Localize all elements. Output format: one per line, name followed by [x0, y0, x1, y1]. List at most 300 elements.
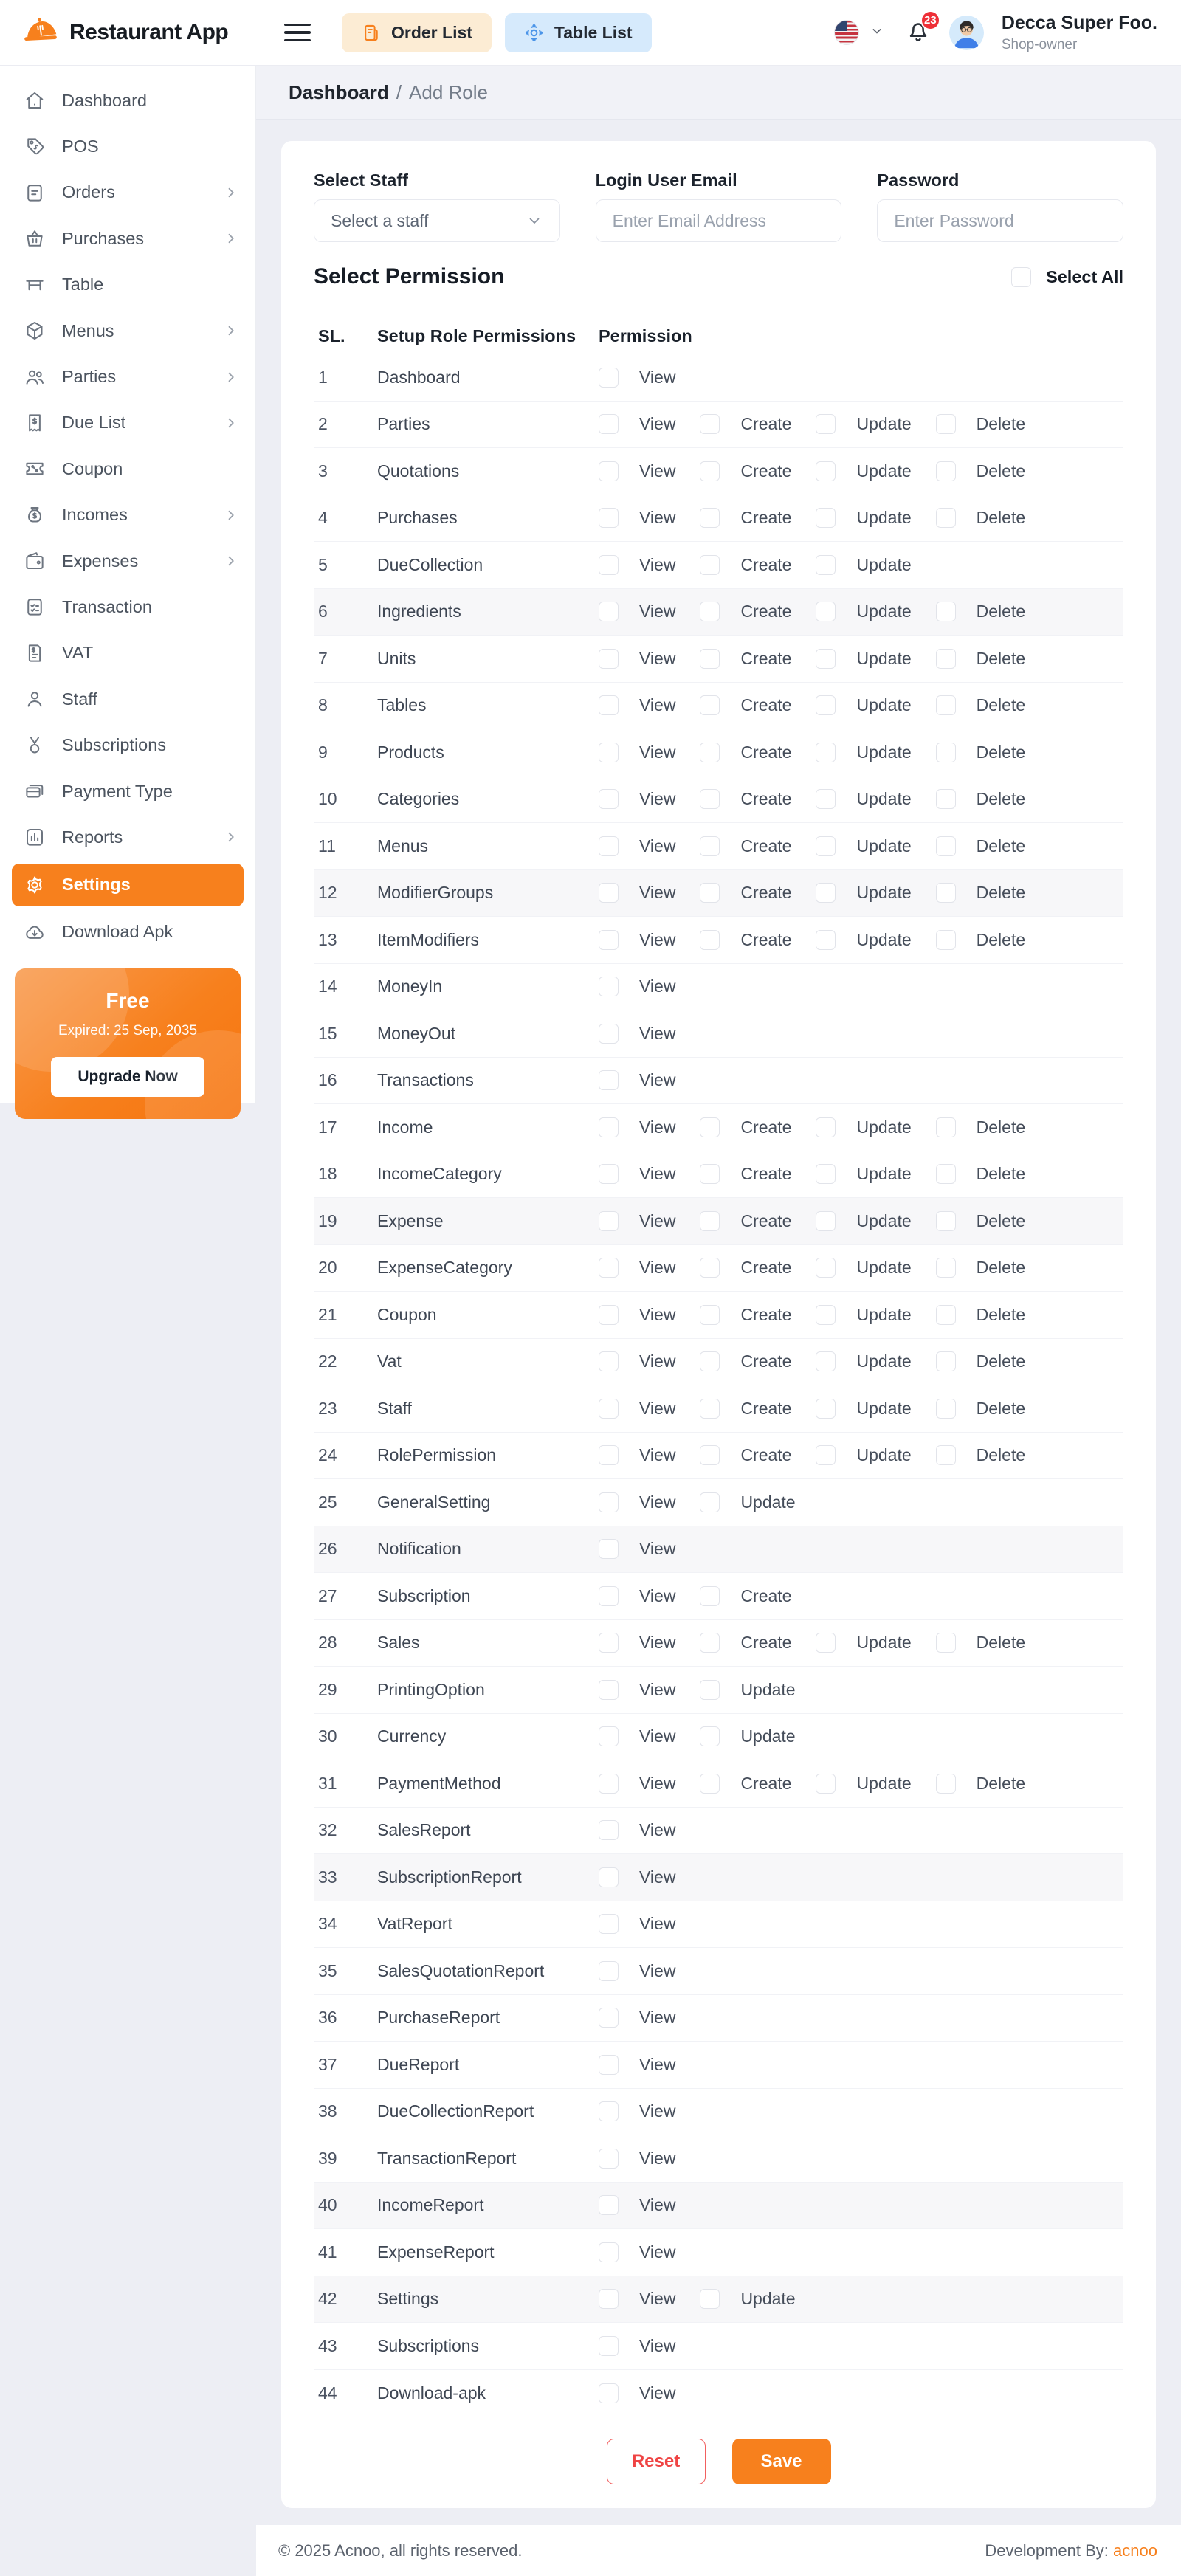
permission-checkbox[interactable]: [936, 883, 956, 903]
permission-checkbox[interactable]: [599, 602, 619, 621]
permission-option-delete: [936, 1258, 1025, 1278]
permission-checkbox[interactable]: [700, 883, 720, 903]
permission-label: Delete: [976, 742, 1026, 762]
password-field-wrap: [877, 171, 1123, 242]
permission-option-view: [599, 743, 675, 762]
permission-checkbox[interactable]: [700, 1399, 720, 1419]
permission-option-view: [599, 1914, 675, 1934]
permission-checkbox[interactable]: [700, 1633, 720, 1653]
permission-option-create: [700, 461, 791, 481]
permission-label: Delete: [976, 1773, 1026, 1793]
permission-label: Create: [740, 1258, 792, 1278]
permission-row: [314, 1010, 1123, 1058]
permission-row: [314, 1385, 1123, 1433]
permission-checkbox[interactable]: [700, 508, 720, 528]
permission-option-view: [599, 1726, 675, 1746]
permission-row: [314, 1620, 1123, 1667]
permission-row: [314, 1854, 1123, 1901]
permission-label: Update: [856, 508, 912, 528]
permission-option-view: [599, 2195, 675, 2215]
permission-checkbox[interactable]: [599, 1774, 619, 1794]
permission-checkbox[interactable]: [599, 1024, 619, 1044]
column-sl: SL.: [318, 326, 345, 345]
award-icon: [24, 734, 46, 757]
row-sl: 34: [318, 1914, 337, 1934]
password-input[interactable]: [877, 199, 1123, 242]
permission-checkbox[interactable]: [700, 1117, 720, 1137]
permission-checkbox[interactable]: [816, 1258, 836, 1278]
permission-label: View: [639, 836, 676, 855]
row-sl: 5: [318, 554, 328, 574]
permission-checkbox[interactable]: [936, 508, 956, 528]
permission-label: View: [639, 2195, 676, 2215]
permission-checkbox[interactable]: [599, 2242, 619, 2262]
permission-row: [314, 2183, 1123, 2230]
permission-option-view: [599, 602, 675, 621]
row-module-name: Ingredients: [377, 602, 461, 621]
permission-checkbox[interactable]: [936, 1211, 956, 1231]
reset-button[interactable]: Reset: [607, 2439, 706, 2484]
sidebar-item-transaction[interactable]: [0, 584, 255, 630]
permission-label: Delete: [976, 1117, 1026, 1137]
permission-checkbox[interactable]: [599, 1914, 619, 1934]
permission-checkbox[interactable]: [816, 602, 836, 621]
row-permissions: [599, 1680, 1123, 1700]
permission-checkbox[interactable]: [816, 414, 836, 434]
permission-checkbox[interactable]: [936, 602, 956, 621]
permission-checkbox[interactable]: [936, 695, 956, 715]
permission-checkbox[interactable]: [700, 1680, 720, 1700]
permission-checkbox[interactable]: [599, 1539, 619, 1559]
permission-checkbox[interactable]: [700, 1586, 720, 1606]
permission-option-update: [700, 2289, 795, 2309]
permission-checkbox[interactable]: [700, 649, 720, 669]
permission-checkbox[interactable]: [599, 743, 619, 762]
row-permissions: [599, 2008, 1123, 2028]
permission-label: View: [639, 1960, 676, 1980]
permission-checkbox[interactable]: [936, 1399, 956, 1419]
permission-option-view: [599, 1867, 675, 1887]
breadcrumb-section[interactable]: Dashboard: [289, 80, 389, 103]
permission-option-update: [816, 1117, 911, 1137]
sidebar-item-reports[interactable]: [0, 814, 255, 860]
permission-option-view: [599, 1680, 675, 1700]
row-sl: 3: [318, 461, 328, 481]
permission-option-update: [816, 695, 911, 715]
language-chevron-down-icon[interactable]: [870, 24, 884, 42]
permission-checkbox[interactable]: [936, 1445, 956, 1465]
permission-label: Create: [740, 1351, 792, 1371]
permission-checkbox[interactable]: [599, 883, 619, 903]
sidebar-item-subscriptions[interactable]: [0, 722, 255, 768]
permission-option-view: [599, 1820, 675, 1840]
permission-label: Delete: [976, 461, 1026, 481]
row-sl: 28: [318, 1633, 337, 1653]
row-sl: 43: [318, 2335, 337, 2355]
permission-checkbox[interactable]: [816, 836, 836, 856]
sidebar-item-staff[interactable]: [0, 676, 255, 722]
email-input[interactable]: [596, 199, 842, 242]
permissions-table: [314, 319, 1123, 2417]
permission-checkbox[interactable]: [599, 414, 619, 434]
row-permissions: [599, 1820, 1123, 1840]
sidebar-item-purchases[interactable]: [0, 216, 255, 261]
development-by-link[interactable]: acnoo: [1113, 2541, 1157, 2560]
permission-checkbox[interactable]: [936, 649, 956, 669]
permission-checkbox[interactable]: [700, 695, 720, 715]
chevron-right-icon: [223, 829, 239, 845]
permission-checkbox[interactable]: [599, 2336, 619, 2356]
permission-checkbox[interactable]: [700, 1258, 720, 1278]
permission-label: Delete: [976, 929, 1026, 949]
row-module-name: PrintingOption: [377, 1679, 485, 1699]
row-sl: 12: [318, 883, 337, 903]
permission-checkbox[interactable]: [936, 1117, 956, 1137]
column-setup-role-permissions: Setup Role Permissions: [377, 326, 576, 345]
copyright-text: © 2025 Acnoo, all rights reserved.: [278, 2541, 523, 2560]
upgrade-now-button[interactable]: Upgrade Now: [51, 1057, 204, 1097]
permission-label: View: [639, 1445, 676, 1465]
permission-checkbox[interactable]: [599, 461, 619, 481]
permission-label: View: [639, 2383, 676, 2403]
sidebar-item-expenses[interactable]: [0, 538, 255, 584]
sidebar-item-label: Download Apk: [62, 922, 173, 942]
permission-checkbox[interactable]: [599, 649, 619, 669]
permission-label: Delete: [976, 695, 1026, 715]
permission-checkbox[interactable]: [599, 1164, 619, 1184]
row-module-name: TransactionReport: [377, 2148, 517, 2168]
breadcrumb: [256, 66, 1181, 120]
permission-checkbox[interactable]: [936, 1258, 956, 1278]
sidebar-item-incomes[interactable]: [0, 492, 255, 538]
permission-option-create: [700, 1258, 791, 1278]
permission-checkbox[interactable]: [816, 743, 836, 762]
permission-option-update: [816, 555, 911, 575]
permission-label: View: [639, 1258, 676, 1278]
notification-bell-icon[interactable]: [905, 13, 937, 48]
permission-checkbox[interactable]: [700, 1211, 720, 1231]
save-button[interactable]: Save: [732, 2439, 831, 2484]
row-permissions: [599, 789, 1123, 809]
select-all-checkbox[interactable]: [1011, 267, 1031, 287]
permission-option-delete: [936, 1164, 1025, 1184]
permission-checkbox[interactable]: [599, 789, 619, 809]
row-sl: 36: [318, 2008, 337, 2028]
permission-checkbox[interactable]: [816, 930, 836, 950]
permission-checkbox[interactable]: [700, 1726, 720, 1746]
sidebar-item-orders[interactable]: [0, 170, 255, 216]
permission-checkbox[interactable]: [599, 1445, 619, 1465]
permission-label: Delete: [976, 836, 1026, 855]
permission-checkbox[interactable]: [599, 1211, 619, 1231]
permission-checkbox[interactable]: [816, 1117, 836, 1137]
permission-checkbox[interactable]: [599, 2383, 619, 2403]
row-sl: 23: [318, 1398, 337, 1418]
permission-option-update: [816, 743, 911, 762]
permission-checkbox[interactable]: [936, 1164, 956, 1184]
permission-label: View: [639, 2148, 676, 2168]
row-sl: 4: [318, 508, 328, 528]
permission-checkbox[interactable]: [599, 1399, 619, 1419]
select-staff-dropdown[interactable]: [314, 199, 560, 242]
permission-label: Create: [740, 1164, 792, 1184]
permission-checkbox[interactable]: [816, 1399, 836, 1419]
permission-label: View: [639, 1351, 676, 1371]
row-permissions: [599, 836, 1123, 856]
sidebar-item-table[interactable]: [0, 262, 255, 308]
permission-checkbox[interactable]: [700, 1492, 720, 1512]
permission-option-view: [599, 2149, 675, 2169]
permission-checkbox[interactable]: [936, 743, 956, 762]
permission-checkbox[interactable]: [816, 695, 836, 715]
sidebar-item-download-apk[interactable]: [0, 909, 255, 955]
sidebar-item-vat[interactable]: [0, 630, 255, 676]
permission-option-view: [599, 883, 675, 903]
permission-checkbox[interactable]: [599, 977, 619, 996]
row-permissions: [599, 2242, 1123, 2262]
row-sl: 16: [318, 1070, 337, 1090]
permission-checkbox[interactable]: [700, 2289, 720, 2309]
wallet-out-icon: [24, 550, 46, 572]
permission-checkbox[interactable]: [700, 789, 720, 809]
row-module-name: Vat: [377, 1351, 402, 1371]
permission-checkbox[interactable]: [599, 508, 619, 528]
permission-label: View: [639, 1023, 676, 1043]
permission-option-delete: [936, 414, 1025, 434]
user-avatar[interactable]: [949, 16, 984, 50]
bar-chart-icon: [24, 826, 46, 848]
permission-label: Delete: [976, 1164, 1026, 1184]
row-sl: 13: [318, 929, 337, 949]
permission-checkbox[interactable]: [599, 930, 619, 950]
sidebar-item-label: Subscriptions: [62, 735, 167, 755]
app-name: Restaurant App: [69, 20, 229, 44]
order-list-label: Order List: [391, 22, 472, 42]
permission-checkbox[interactable]: [700, 743, 720, 762]
permission-checkbox[interactable]: [599, 1961, 619, 1981]
permission-checkbox[interactable]: [700, 461, 720, 481]
permission-checkbox[interactable]: [700, 1305, 720, 1325]
permission-checkbox[interactable]: [599, 2008, 619, 2028]
round-table-icon: [524, 23, 544, 43]
permission-checkbox[interactable]: [700, 836, 720, 856]
permission-label: Update: [856, 1164, 912, 1184]
permission-checkbox[interactable]: [599, 1305, 619, 1325]
permission-checkbox[interactable]: [816, 1351, 836, 1371]
hamburger-menu-icon[interactable]: [284, 22, 311, 43]
row-sl: 20: [318, 1258, 337, 1278]
permission-label: Update: [856, 461, 912, 481]
row-permissions: [599, 508, 1123, 528]
breadcrumb-separator: /: [396, 80, 402, 103]
permission-checkbox[interactable]: [816, 508, 836, 528]
permission-option-view: [599, 649, 675, 669]
permission-label: Create: [740, 695, 792, 715]
permission-checkbox[interactable]: [816, 883, 836, 903]
permission-checkbox[interactable]: [936, 1351, 956, 1371]
row-sl: 31: [318, 1773, 337, 1793]
permission-label: Create: [740, 554, 792, 574]
permission-row: [314, 2089, 1123, 2136]
row-sl: 38: [318, 2101, 337, 2121]
row-module-name: Parties: [377, 414, 430, 434]
permission-checkbox[interactable]: [816, 1633, 836, 1653]
permission-checkbox[interactable]: [599, 2149, 619, 2169]
permission-label: Update: [856, 1633, 912, 1653]
permission-option-create: [700, 602, 791, 621]
permission-label: View: [639, 1117, 676, 1137]
permission-checkbox[interactable]: [700, 1351, 720, 1371]
permission-checkbox[interactable]: [816, 789, 836, 809]
permission-row: [314, 964, 1123, 1011]
permission-label: View: [639, 742, 676, 762]
permission-checkbox[interactable]: [599, 2195, 619, 2215]
permission-option-create: [700, 1445, 791, 1465]
permission-label: Delete: [976, 1304, 1026, 1324]
permission-checkbox[interactable]: [599, 1680, 619, 1700]
permission-checkbox[interactable]: [599, 1633, 619, 1653]
permission-row: [314, 1151, 1123, 1199]
permission-checkbox[interactable]: [599, 555, 619, 575]
row-sl: 11: [318, 836, 336, 855]
basket-icon: [24, 227, 46, 249]
permission-row: [314, 1948, 1123, 1995]
permission-checkbox[interactable]: [599, 1820, 619, 1840]
chevron-right-icon: [223, 185, 239, 201]
permission-option-view: [599, 1258, 675, 1278]
cloud-download-icon: [24, 921, 46, 943]
permission-option-update: [816, 836, 911, 856]
row-permissions: [599, 743, 1123, 762]
permission-checkbox[interactable]: [700, 1445, 720, 1465]
sidebar-item-due-list[interactable]: [0, 400, 255, 446]
permission-row: [314, 1104, 1123, 1151]
sidebar-item-parties[interactable]: [0, 354, 255, 399]
permission-option-create: [700, 1633, 791, 1653]
permission-checkbox[interactable]: [599, 2055, 619, 2075]
permission-checkbox[interactable]: [936, 789, 956, 809]
user-menu[interactable]: [1002, 13, 1157, 53]
permission-label: Update: [856, 1117, 912, 1137]
permission-checkbox[interactable]: [816, 461, 836, 481]
order-list-button[interactable]: [342, 13, 492, 52]
permission-checkbox[interactable]: [936, 461, 956, 481]
permission-label: Create: [740, 742, 792, 762]
permission-label: Delete: [976, 1258, 1026, 1278]
permission-checkbox[interactable]: [936, 1633, 956, 1653]
permission-option-view: [599, 2242, 675, 2262]
permission-checkbox[interactable]: [816, 1164, 836, 1184]
permission-checkbox[interactable]: [700, 414, 720, 434]
permission-checkbox[interactable]: [936, 836, 956, 856]
permission-row: [314, 823, 1123, 870]
row-module-name: Transactions: [377, 1070, 474, 1090]
permission-option-delete: [936, 1117, 1025, 1137]
table-list-button[interactable]: [505, 13, 652, 52]
permission-option-create: [700, 930, 791, 950]
permission-checkbox[interactable]: [599, 2289, 619, 2309]
sidebar-item-payment-type[interactable]: [0, 768, 255, 814]
permission-checkbox[interactable]: [700, 1774, 720, 1794]
sidebar-item-label: Due List: [62, 413, 126, 433]
pos-tag-icon: [24, 136, 46, 158]
permission-checkbox[interactable]: [816, 555, 836, 575]
row-permissions: [599, 1024, 1123, 1044]
permission-checkbox[interactable]: [936, 930, 956, 950]
permission-label: View: [639, 1585, 676, 1605]
permission-checkbox[interactable]: [700, 555, 720, 575]
permission-checkbox[interactable]: [599, 368, 619, 388]
sidebar-item-dashboard[interactable]: [0, 78, 255, 123]
permission-checkbox[interactable]: [599, 1726, 619, 1746]
permission-checkbox[interactable]: [599, 2101, 619, 2121]
permission-checkbox[interactable]: [599, 1492, 619, 1512]
permission-checkbox[interactable]: [936, 1305, 956, 1325]
sidebar-item-settings[interactable]: [12, 864, 244, 906]
row-module-name: Notification: [377, 1539, 461, 1559]
restaurant-logo-icon: [22, 16, 59, 49]
permission-label: View: [639, 1210, 676, 1230]
permission-option-create: [700, 1399, 791, 1419]
permission-label: View: [639, 1726, 676, 1746]
sidebar-item-menus[interactable]: [0, 308, 255, 354]
row-module-name: MoneyIn: [377, 977, 443, 996]
permission-label: View: [639, 508, 676, 528]
permission-label: Delete: [976, 883, 1026, 903]
permission-option-view: [599, 2336, 675, 2356]
permission-checkbox[interactable]: [816, 649, 836, 669]
permission-checkbox[interactable]: [700, 930, 720, 950]
permission-label: Delete: [976, 602, 1026, 621]
permission-checkbox[interactable]: [599, 695, 619, 715]
permission-checkbox[interactable]: [816, 1211, 836, 1231]
permission-checkbox[interactable]: [599, 1867, 619, 1887]
permission-checkbox[interactable]: [700, 602, 720, 621]
language-flag-icon[interactable]: [834, 20, 859, 45]
permission-label: Delete: [976, 1351, 1026, 1371]
row-module-name: RolePermission: [377, 1445, 497, 1465]
row-permissions: [599, 2195, 1123, 2215]
row-module-name: ExpenseCategory: [377, 1258, 512, 1278]
permission-option-view: [599, 836, 675, 856]
sidebar-item-pos[interactable]: [0, 123, 255, 169]
permission-checkbox[interactable]: [599, 836, 619, 856]
permission-label: Update: [856, 883, 912, 903]
row-permissions: [599, 2101, 1123, 2121]
permission-label: Update: [856, 648, 912, 668]
permission-checkbox[interactable]: [936, 414, 956, 434]
sidebar-item-coupon[interactable]: [0, 446, 255, 492]
permission-checkbox[interactable]: [599, 1351, 619, 1371]
permission-checkbox[interactable]: [599, 1117, 619, 1137]
plan-card: [15, 968, 241, 1119]
permission-checkbox[interactable]: [599, 1070, 619, 1090]
permission-checkbox[interactable]: [599, 1258, 619, 1278]
money-bag-icon: [24, 504, 46, 526]
row-permissions: [599, 414, 1123, 434]
permission-checkbox[interactable]: [599, 1586, 619, 1606]
permission-checkbox[interactable]: [936, 1774, 956, 1794]
row-permissions: [599, 555, 1123, 575]
permission-checkbox[interactable]: [700, 1164, 720, 1184]
permission-row: [314, 2323, 1123, 2370]
permission-checkbox[interactable]: [816, 1445, 836, 1465]
permission-label: Create: [740, 1633, 792, 1653]
permission-label: Update: [856, 554, 912, 574]
row-permissions: [599, 1164, 1123, 1184]
permission-checkbox[interactable]: [816, 1305, 836, 1325]
permission-checkbox[interactable]: [816, 1774, 836, 1794]
